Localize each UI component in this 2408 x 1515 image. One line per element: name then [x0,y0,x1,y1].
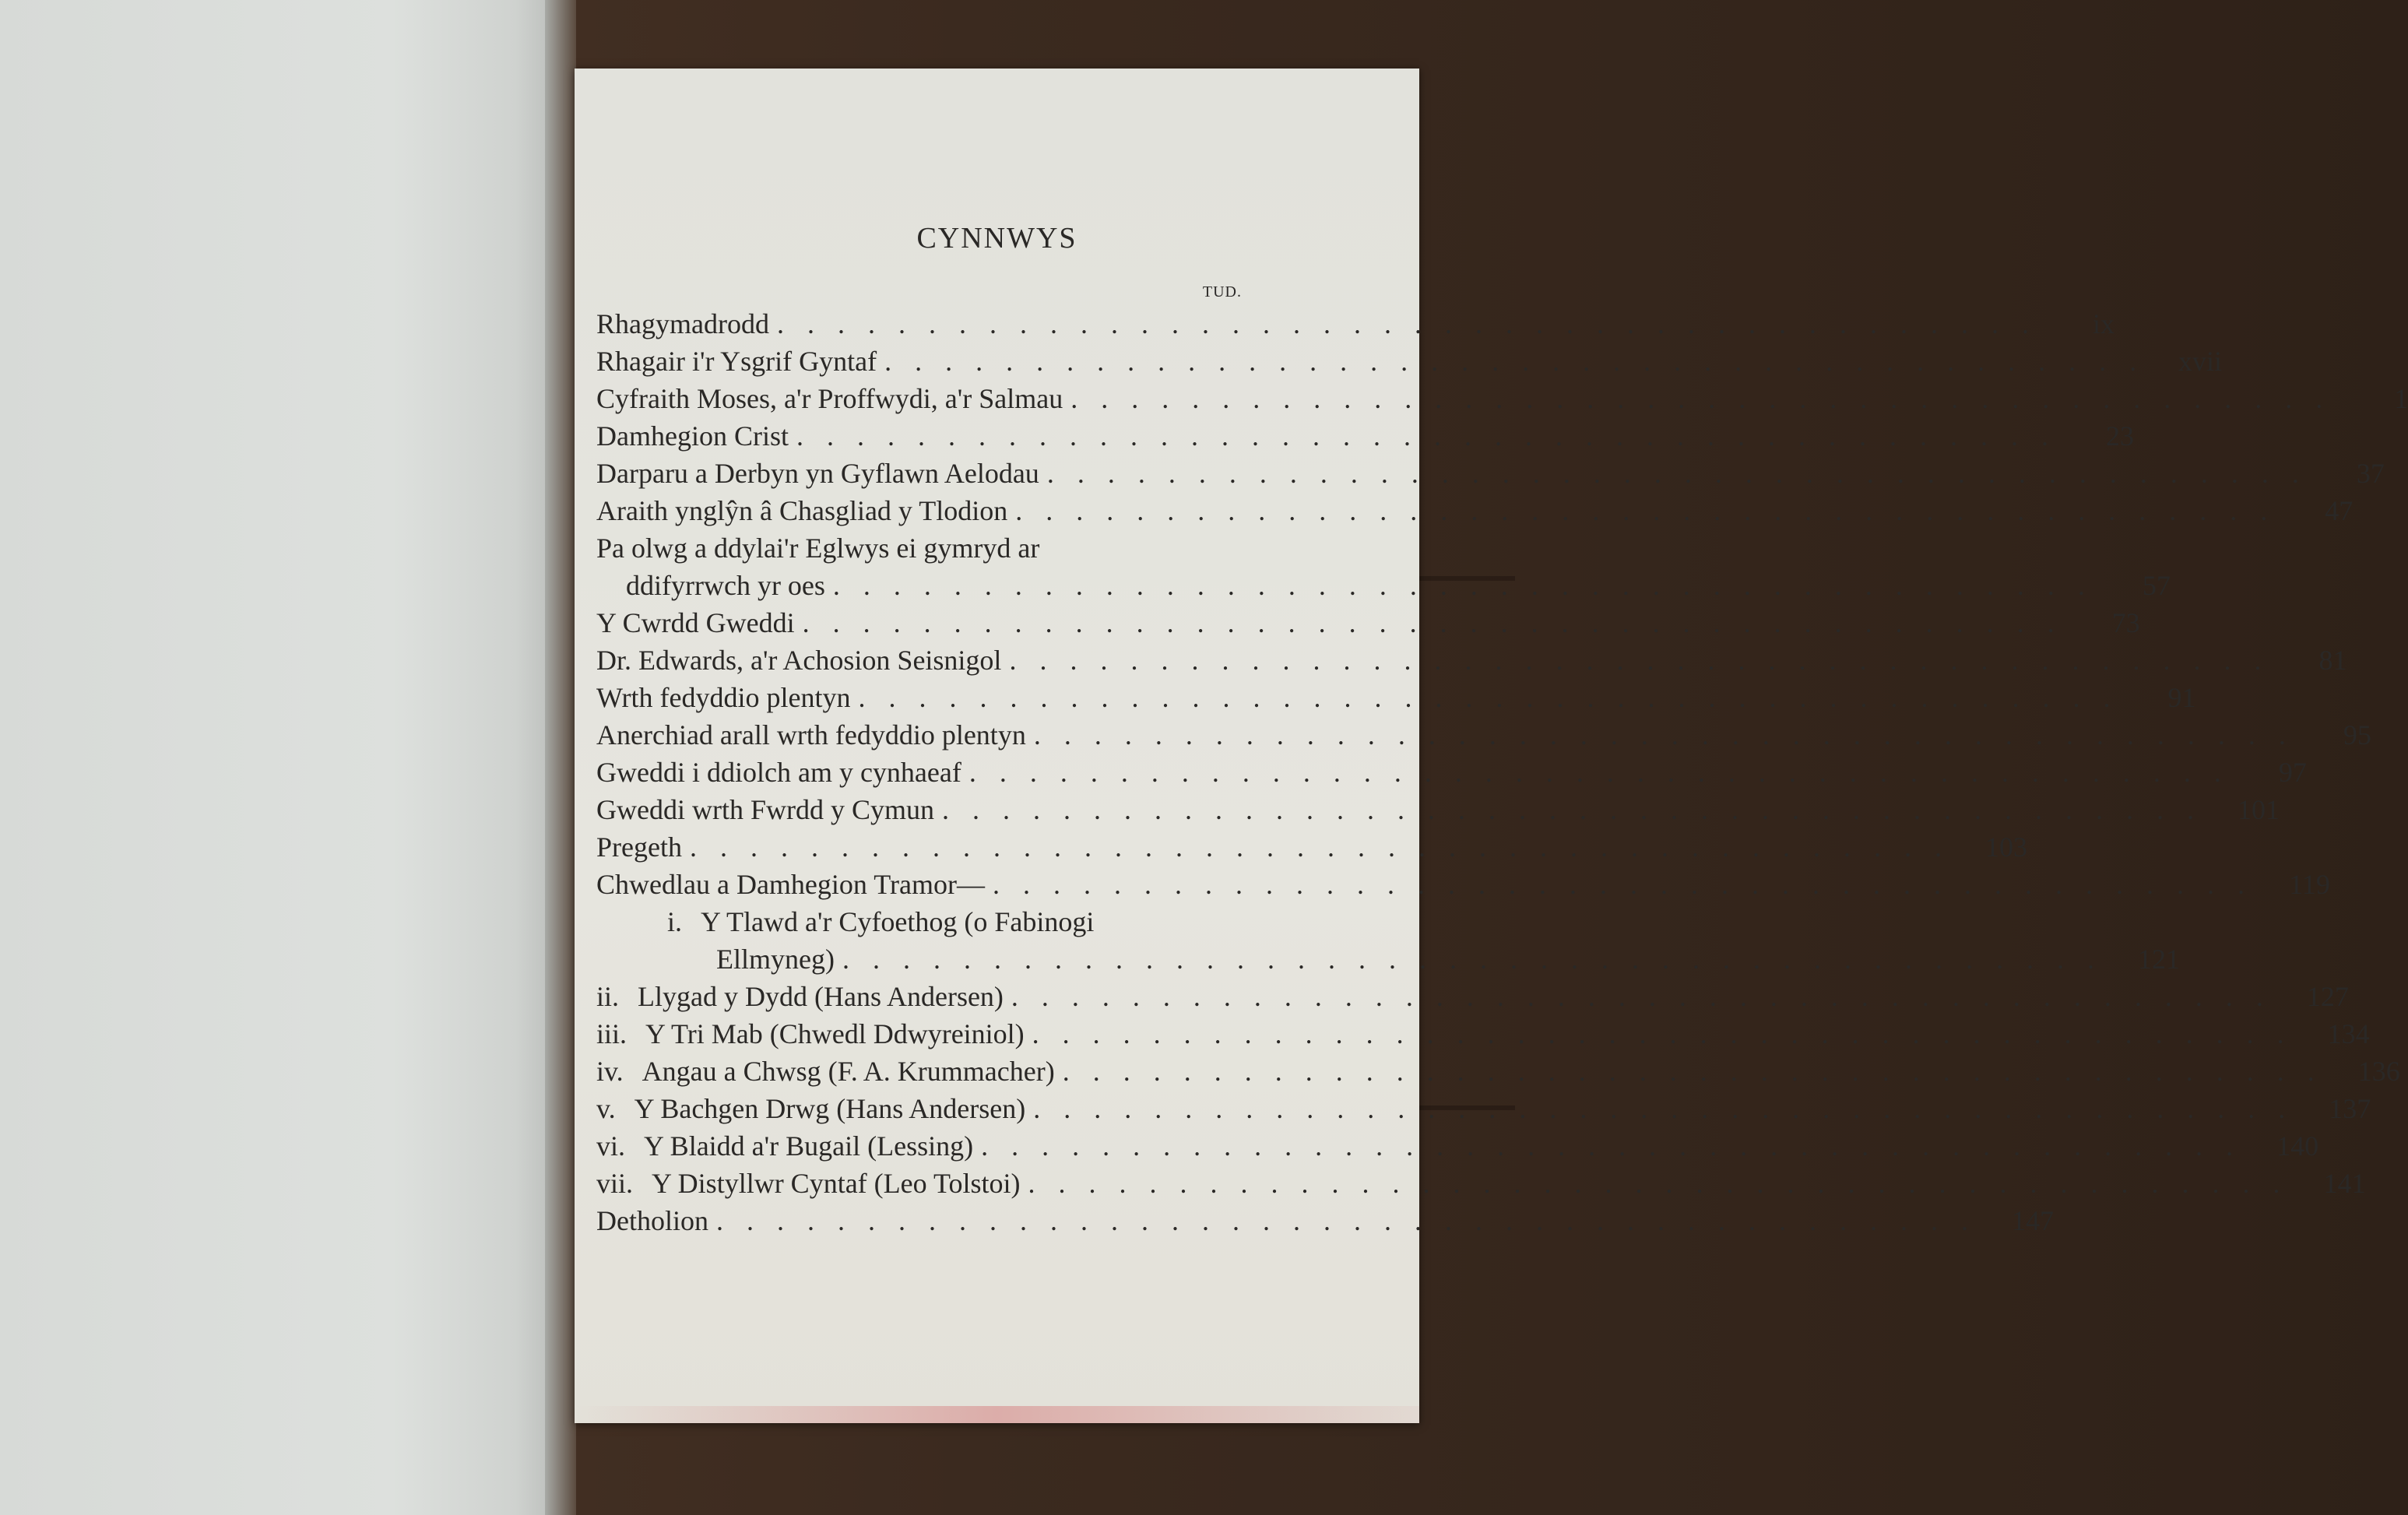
toc-entry-title: Gweddi i ddiolch am y cynhaeaf [596,757,961,788]
toc-entry-page: 97 [2278,757,2307,788]
toc-entry-page: 73 [2111,607,2140,638]
toc-entry-title: Rhagair i'r Ysgrif Gyntaf [596,346,877,377]
toc-entry-title: Dr. Edwards, a'r Achosion Seisnigol [596,645,1002,676]
toc-entry [596,679,2196,716]
toc-entry [596,642,2347,679]
toc-entry [596,529,1244,567]
toc-entry-title: Y Bachgen Drwg (Hans Andersen) [634,1093,1026,1124]
subentry-number: ii. [596,981,620,1012]
leader-dots: .......................................... [1009,645,2285,676]
leader-dots: .......................................... [981,1130,2257,1162]
leader-dots: .......................................... [968,757,2245,788]
leader-dots: .......................................... [796,420,2072,452]
leader-dots: .......................................... [1046,458,2322,489]
toc-entry [596,343,2223,380]
leader-dots: .......................................... [802,607,2078,638]
leader-dots: .......................................... [1028,1168,2304,1199]
leader-dots: .......................................... [776,308,2052,339]
toc-entry-continuation [596,567,2171,604]
subentry-number: iii. [596,1018,627,1049]
toc-entry-title: Cyfraith Moses, a'r Proffwydi, a'r Salmau [596,383,1063,414]
toc-entry-page: 1 [2394,383,2408,414]
page-column-label: TUD. [1202,283,1242,301]
toc-entry [596,305,2114,343]
toc-subentry [596,1090,2371,1127]
toc-entry [596,716,2371,754]
leader-dots: .......................................... [858,682,2134,713]
toc-entry-page: 134 [2327,1018,2370,1049]
toc-subentry [596,1015,2370,1053]
toc-entry-page: 136 [2357,1056,2400,1087]
toc-entry-title-cont: ddifyrrwch yr oes [626,570,825,601]
subentry-number: v. [596,1093,616,1124]
toc-entry [596,455,2385,492]
toc-entry [596,604,2140,642]
leader-dots: .......................................... [1015,495,2291,526]
toc-entry-page: 95 [2343,719,2371,750]
leader-dots: .......................................... [689,831,1965,863]
toc-entry [596,1202,2054,1239]
leader-dots: .......................................... [1062,1056,2338,1087]
toc-entry-title: Y Blaidd a'r Bugail (Lessing) [644,1130,974,1162]
toc-entry [596,791,2280,828]
toc-entry-title: Pa olwg a ddylai'r Eglwys ei gymryd ar [596,533,1040,564]
toc-entry-title: Angau a Chwsg (F. A. Krummacher) [642,1056,1055,1087]
leader-dots: .......................................... [1011,981,2287,1012]
toc-entry-title: Wrth fedyddio plentyn [596,682,851,713]
left-blank-page [0,0,561,1515]
toc-entry-title: Darparu a Derbyn yn Gyflawn Aelodau [596,458,1039,489]
toc-subentry [596,1165,2366,1202]
toc-entry-title: Llygad y Dydd (Hans Andersen) [638,981,1004,1012]
toc-entry-page: 101 [2238,794,2280,825]
toc-entry-page: ix [2092,308,2114,339]
toc-entry [596,417,2134,455]
toc-entry-page: 81 [2318,645,2347,676]
leader-dots: .......................................... [1032,1018,2308,1049]
toc-entry-title: Damhegion Crist [596,420,789,452]
toc-entry [596,866,2330,903]
toc-entry-title: Gweddi wrth Fwrdd y Cymun [596,794,934,825]
toc-entry-title: Detholion [596,1205,708,1236]
toc-entry-title: Araith ynglŷn â Chasgliad y Tlodion [596,495,1008,526]
toc-entry-title-cont: Ellmyneg) [716,944,835,975]
toc-entry-page: 119 [2289,869,2330,900]
leader-dots: .......................................... [1033,1093,2309,1124]
toc-entry-page: 37 [2356,458,2385,489]
leader-dots: .......................................... [884,346,2160,377]
leader-dots: .......................................... [992,869,2268,900]
leader-dots: .......................................... [842,944,2118,975]
subentry-number: vii. [596,1168,634,1199]
toc-entry-title: Y Tri Mab (Chwedl Ddwyreiniol) [645,1018,1025,1049]
toc-entry [596,492,2354,529]
book-gutter [545,0,576,1515]
toc-entry-title: Rhagymadrodd [596,308,769,339]
toc-entry-page: 127 [2306,981,2349,1012]
toc-subentry [596,903,1244,940]
toc-entry-page: 121 [2137,944,2180,975]
toc-entry-page: 141 [2323,1168,2366,1199]
toc-entry [596,380,2408,417]
toc-entry-page: 103 [1984,831,2027,863]
toc-subentry [596,978,2349,1015]
toc-entry-title: Pregeth [596,831,682,863]
toc-entry-page: 47 [2325,495,2354,526]
leader-dots: .......................................... [942,794,2217,825]
toc-entry-title: Anerchiad arall wrth fedyddio plentyn [596,719,1026,750]
toc-entry-page: 91 [2167,682,2196,713]
contents-page [575,69,2408,1423]
subentry-number: vi. [596,1130,626,1162]
toc-entry-page: 147 [2011,1205,2054,1236]
subentry-number: iv. [596,1056,624,1087]
toc-entry-page: 140 [2276,1130,2319,1162]
contents-heading: CYNNWYS [916,222,1077,255]
toc-entry-page: 137 [2329,1093,2371,1124]
toc-entry-title: Chwedlau a Damhegion Tramor— [596,869,985,900]
page-edge-stain [575,1406,1419,1423]
toc-subentry [596,1053,2400,1090]
toc-entry [596,754,2307,791]
toc-entry-page: xvii [2178,346,2223,377]
toc-entry-title: Y Tlawd a'r Cyfoethog (o Fabinogi [701,906,1095,937]
toc-entry-title: Y Cwrdd Gweddi [596,607,795,638]
leader-dots: .......................................... [1033,719,2309,750]
toc-entry-continuation [596,940,2180,978]
toc-entry-page: 57 [2142,570,2171,601]
toc-entry [596,828,2027,866]
subentry-number: i. [666,906,682,937]
toc-subentry [596,1127,2319,1165]
table-of-contents [596,305,2408,1239]
leader-dots: .......................................... [1070,383,2346,414]
toc-entry-page: 23 [2105,420,2134,452]
toc-entry-title: Y Distyllwr Cyntaf (Leo Tolstoi) [652,1168,1021,1199]
leader-dots: .......................................... [715,1205,1991,1236]
leader-dots: .......................................... [832,570,2108,601]
